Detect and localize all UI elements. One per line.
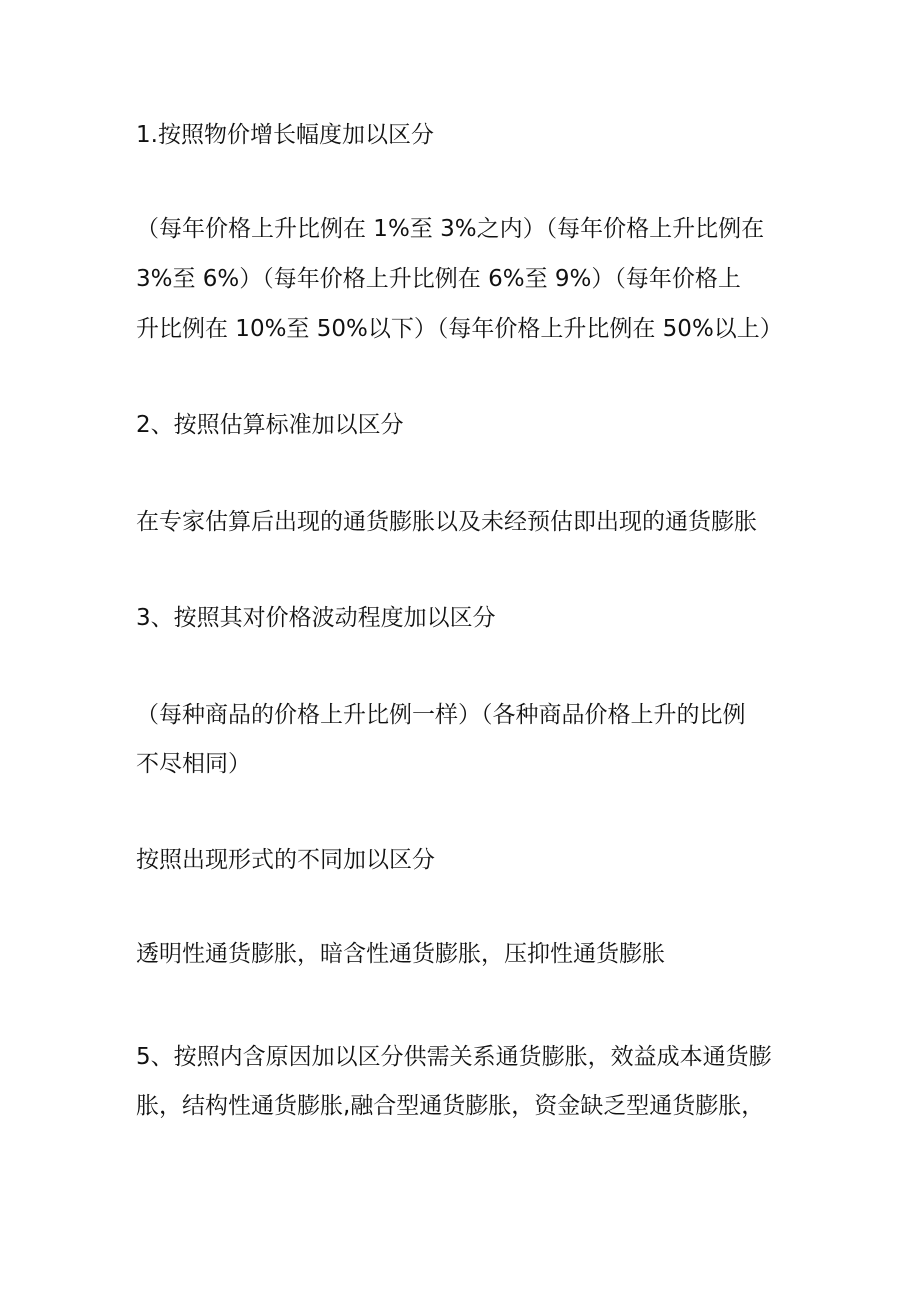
paragraph-line: （每种商品的价格上升比例一样）（各种商品价格上升的比例 bbox=[136, 702, 746, 728]
heading-form-of-appearance: 按照出现形式的不同加以区分 bbox=[136, 847, 435, 873]
paragraph-line: 透明性通货膨胀，暗含性通货膨胀，压抑性通货膨胀 bbox=[136, 941, 665, 967]
heading-price-growth: 1.按照物价增长幅度加以区分 bbox=[136, 122, 434, 148]
paragraph-line: 不尽相同） bbox=[136, 751, 251, 777]
heading-internal-causes: 5、按照内含原因加以区分供需关系通货膨胀，效益成本通货膨 bbox=[136, 1044, 772, 1070]
paragraph-line: 3%至 6%）（每年价格上升比例在 6%至 9%）（每年价格上 bbox=[136, 266, 741, 292]
paragraph-line: 升比例在 10%至 50%以下）（每年价格上升比例在 50%以上） bbox=[136, 316, 783, 342]
heading-price-fluctuation: 3、按照其对价格波动程度加以区分 bbox=[136, 605, 496, 631]
paragraph-line: （每年价格上升比例在 1%至 3%之内）（每年价格上升比例在 bbox=[136, 216, 765, 242]
paragraph-line: 胀，结构性通货膨胀,融合型通货膨胀，资金缺乏型通货膨胀， bbox=[136, 1093, 765, 1119]
heading-estimation-standard: 2、按照估算标准加以区分 bbox=[136, 412, 404, 438]
paragraph-line: 在专家估算后出现的通货膨胀以及未经预估即出现的通货膨胀 bbox=[136, 509, 757, 535]
